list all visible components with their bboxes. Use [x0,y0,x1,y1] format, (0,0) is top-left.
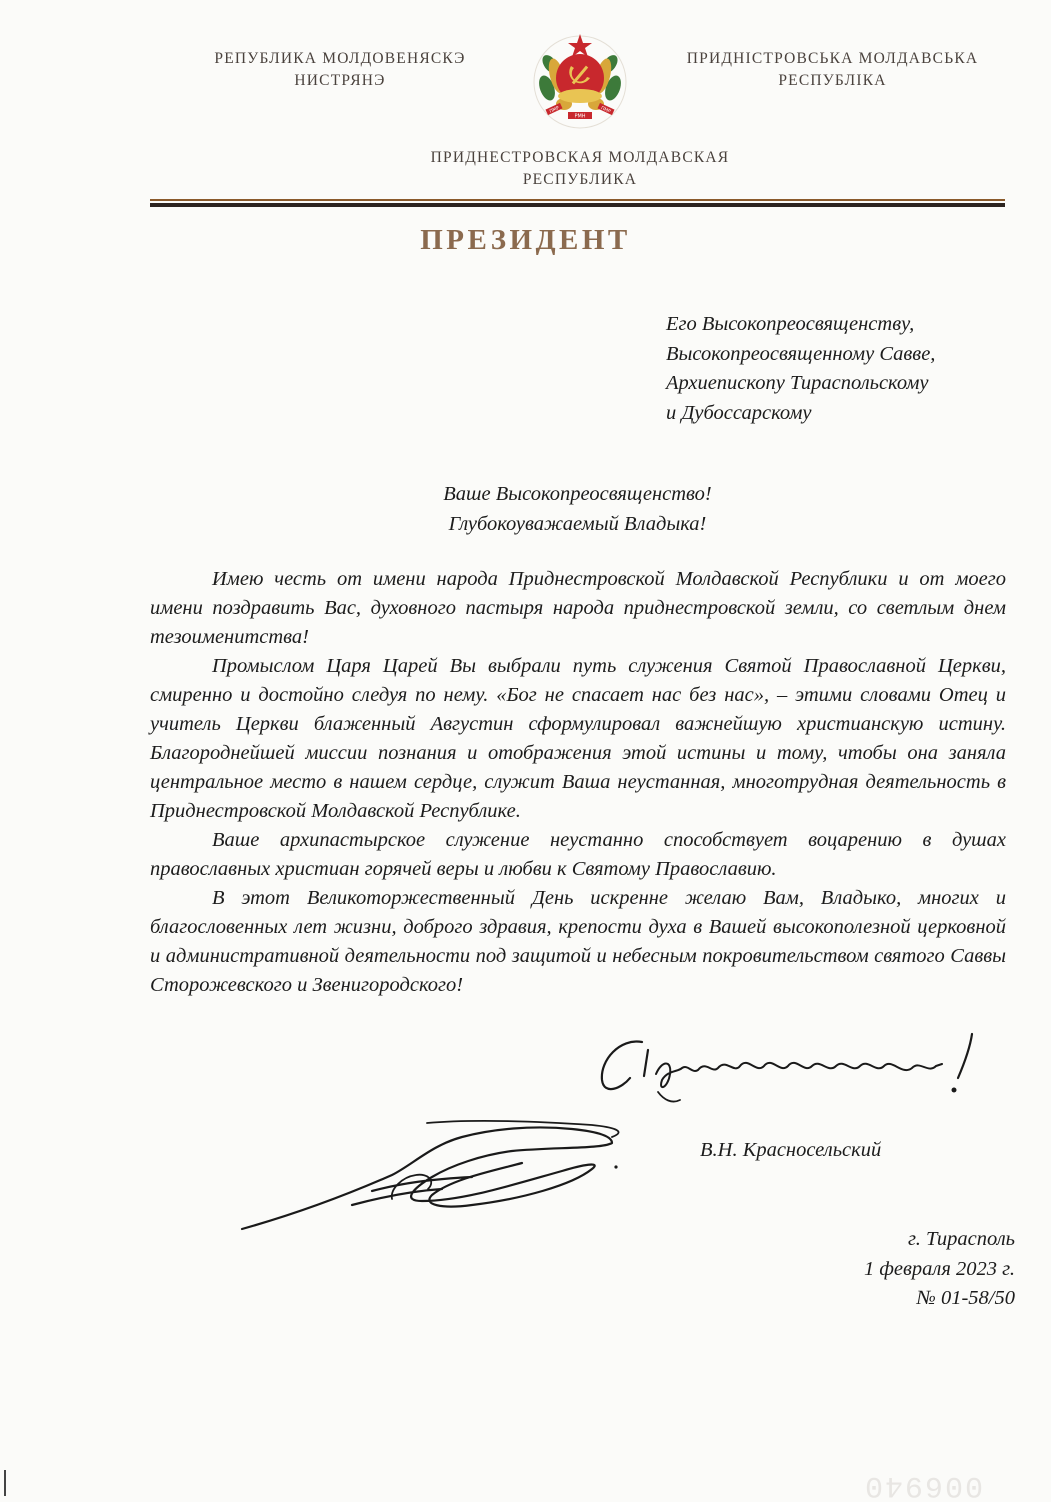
letterhead-rule-brown [150,199,1005,201]
letterhead-russian-line1: ПРИДНЕСТРОВСКАЯ МОЛДАВСКАЯ [430,149,730,166]
letter-body [150,565,1006,1000]
body-paragraph: Ваше архипастырское служение неустанно способствует воцарению в душах православных христиан горячей веры и любви к Святому Православию. [150,829,1006,880]
addressee-line: Высокопреосвященному Савве, [666,342,936,365]
letterhead-moldovan-line1: РЕПУБЛИКА МОЛДОВЕНЯСКЭ [214,50,466,67]
state-emblem-icon [530,26,630,132]
document-title: ПРЕЗИДЕНТ [420,224,631,256]
letterhead-moldovan-line2: НИСТРЯНЭ [294,72,386,89]
salutation [150,480,1005,539]
body-paragraph: Имею честь от имени народа Приднестровской Молдавской Республики и от моего имени поздравить Вас, духовного пастыря народа приднестровской земли, со светлым днем тезоименитства! [150,568,1006,648]
emblem-ribbon-center: РМН [574,113,586,120]
signature [232,1105,652,1245]
salutation-line: Глубокоуважаемый Владыка! [448,512,707,535]
handwritten-signoff [592,1030,1002,1110]
place-date-block [760,1225,1015,1314]
letterhead-moldovan [190,48,490,92]
addressee-line: Архиепископу Тираспольскому [666,372,929,394]
date: 1 февраля 2023 г. [864,1257,1015,1280]
letterhead-russian-line2: РЕСПУБЛИКА [522,171,638,188]
salutation-line: Ваше Высокопреосвященство! [443,483,712,505]
addressee-line: и Дубоссарскому [666,401,812,424]
emblem-ribbon-left: ПМР [549,105,561,115]
body-paragraph: В этот Великоторжественный День искренне желаю Вам, Владыко, многих и благословенных лет жизни, доброго здравия, крепости духа в Вашей высокополезной церковной и административной деятельности под защитой и небесным покровительством святого Саввы Сторожевского и Звенигородского! [150,887,1006,996]
addressee-line: Его Высокопреосвященству, [666,313,915,335]
letterhead-russian [390,147,770,191]
letterhead-ukrainian-line2: РЕСПУБЛІКА [778,72,887,89]
body-paragraph: Промыслом Царя Царей Вы выбрали путь служения Святой Православной Церкви, смиренно и достойно следуя по нему. «Бог не спасает нас без нас», – этими словами Отец и учитель Церкви блаженный Августин сформулировал важнейшую христианскую истину. Благороднейшей миссии познания и отображения этой истины и тому, чтобы она заняла центральное место в нашем сердце, служит Ваша неустанная, многотрудная деятельность в Приднестровской Молдавской Республике. [150,655,1006,822]
signatory-name: В.Н. Красносельский [700,1139,882,1161]
scan-edge-mark [4,1470,6,1496]
emblem-ribbon-right: ПМР [599,105,611,115]
reference-number: № 01-58/50 [916,1287,1015,1309]
sheet-serial-number: 006940 [862,1468,984,1502]
letterhead-ukrainian [665,48,1000,92]
letterhead-ukrainian-line1: ПРИДНІСТРОВСЬКА МОЛДАВСЬКА [686,50,979,67]
letterhead-rule-dark [150,203,1005,207]
addressee-block [666,310,1026,428]
place: г. Тирасполь [908,1228,1015,1250]
